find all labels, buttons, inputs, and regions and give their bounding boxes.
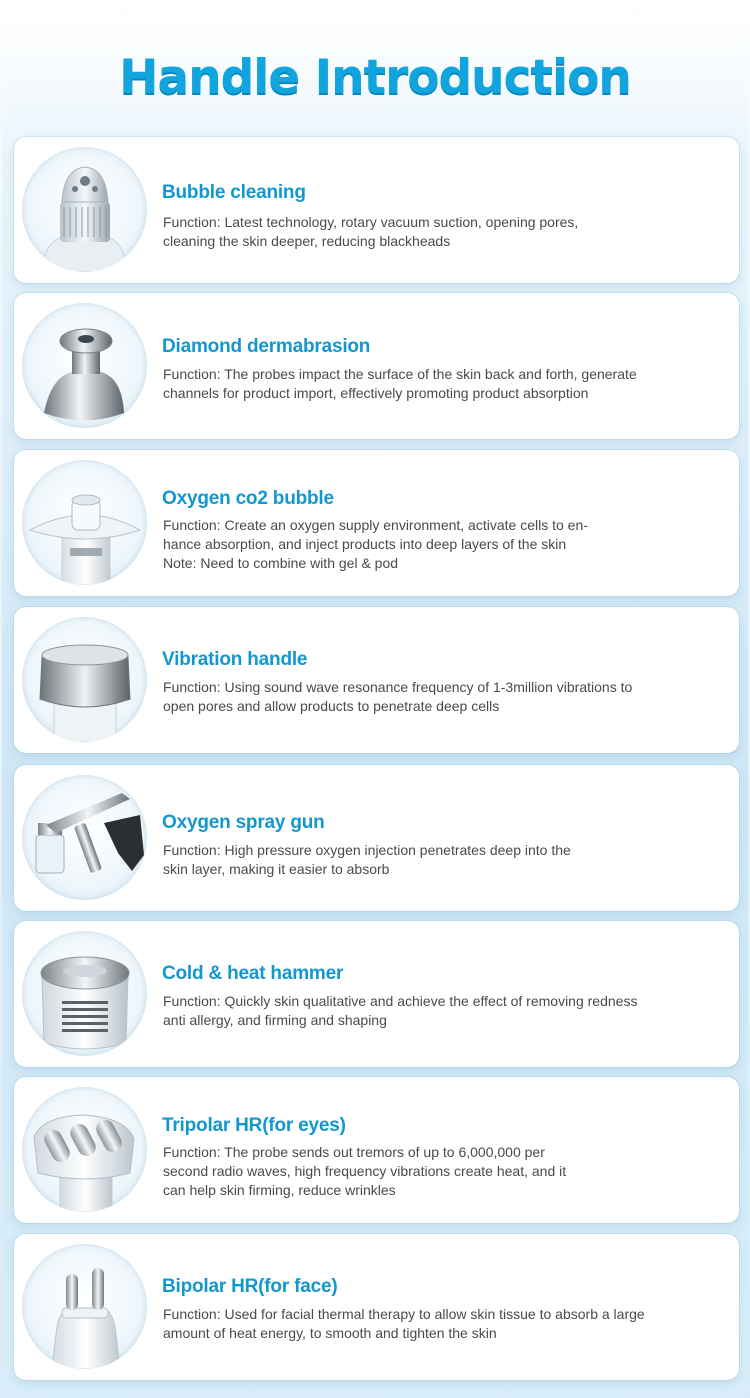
description-line: hance absorption, and inject products into deep layers of the skin bbox=[163, 536, 567, 552]
oxygen-co2-bubble-handle-icon bbox=[22, 460, 147, 585]
description-line: open pores and allow products to penetrate deep cells bbox=[163, 698, 500, 714]
handle-description bbox=[163, 516, 723, 573]
description-line: Function: Create an oxygen supply environment, activate cells to en- bbox=[163, 517, 588, 533]
handle-title: Diamond dermabrasion bbox=[162, 336, 371, 357]
handle-title: Bubble cleaning bbox=[162, 182, 306, 203]
handle-description bbox=[163, 841, 723, 879]
handle-card-bubble-cleaning bbox=[14, 137, 739, 283]
handle-title: Vibration handle bbox=[162, 649, 308, 670]
description-line: Function: Quickly skin qualitative and achieve the effect of removing redness bbox=[163, 993, 638, 1009]
handle-title: Oxygen co2 bubble bbox=[162, 488, 334, 509]
description-line: cleaning the skin deeper, reducing blackheads bbox=[163, 233, 451, 249]
handle-title: Bipolar HR(for face) bbox=[162, 1276, 338, 1297]
diamond-dermabrasion-handle-icon bbox=[22, 303, 147, 428]
oxygen-spray-gun-icon bbox=[22, 775, 147, 900]
handle-description bbox=[163, 213, 723, 251]
description-line: Function: Using sound wave resonance frequency of 1-3million vibrations to bbox=[163, 679, 633, 695]
handle-card-vibration-handle bbox=[14, 607, 739, 753]
handle-card-oxygen-co2-bubble bbox=[14, 450, 739, 596]
description-line: Function: The probe sends out tremors of up to 6,000,000 per bbox=[163, 1144, 545, 1160]
handle-title: Tripolar HR(for eyes) bbox=[162, 1115, 346, 1136]
handle-card-cold-heat-hammer bbox=[14, 921, 739, 1067]
description-line: anti allergy, and firming and shaping bbox=[163, 1012, 387, 1028]
handle-description bbox=[163, 678, 723, 716]
handle-card-oxygen-spray-gun bbox=[14, 765, 739, 911]
description-line: Note: Need to combine with gel & pod bbox=[163, 555, 399, 571]
description-line: channels for product import, effectively promoting product absorption bbox=[163, 385, 589, 401]
description-line: skin layer, making it easier to absorb bbox=[163, 861, 390, 877]
handle-description bbox=[163, 1305, 723, 1343]
handle-title: Oxygen spray gun bbox=[162, 812, 325, 833]
handle-title: Cold & heat hammer bbox=[162, 963, 344, 984]
bubble-cleaning-handle-icon bbox=[22, 147, 147, 272]
handle-card-tripolar-hr bbox=[14, 1077, 739, 1223]
handle-description bbox=[163, 365, 723, 403]
handle-description bbox=[163, 992, 723, 1030]
description-line: can help skin firming, reduce wrinkles bbox=[163, 1182, 396, 1198]
vibration-handle-icon bbox=[22, 617, 147, 742]
description-line: Function: The probes impact the surface of the skin back and forth, generate bbox=[163, 366, 637, 382]
page-title: Handle Introduction bbox=[119, 50, 631, 105]
description-line: Function: High pressure oxygen injection penetrates deep into the bbox=[163, 842, 571, 858]
description-line: Function: Latest technology, rotary vacuum suction, opening pores, bbox=[163, 214, 579, 230]
bipolar-hr-handle-icon bbox=[22, 1244, 147, 1369]
description-line: Function: Used for facial thermal therapy to allow skin tissue to absorb a large bbox=[163, 1306, 645, 1322]
cold-heat-hammer-icon bbox=[22, 931, 147, 1056]
handle-description bbox=[163, 1143, 723, 1200]
description-line: amount of heat energy, to smooth and tighten the skin bbox=[163, 1325, 497, 1341]
tripolar-hr-handle-icon bbox=[22, 1087, 147, 1212]
handle-card-diamond-dermabrasion bbox=[14, 293, 739, 439]
handle-card-bipolar-hr bbox=[14, 1234, 739, 1380]
description-line: second radio waves, high frequency vibrations create heat, and it bbox=[163, 1163, 567, 1179]
